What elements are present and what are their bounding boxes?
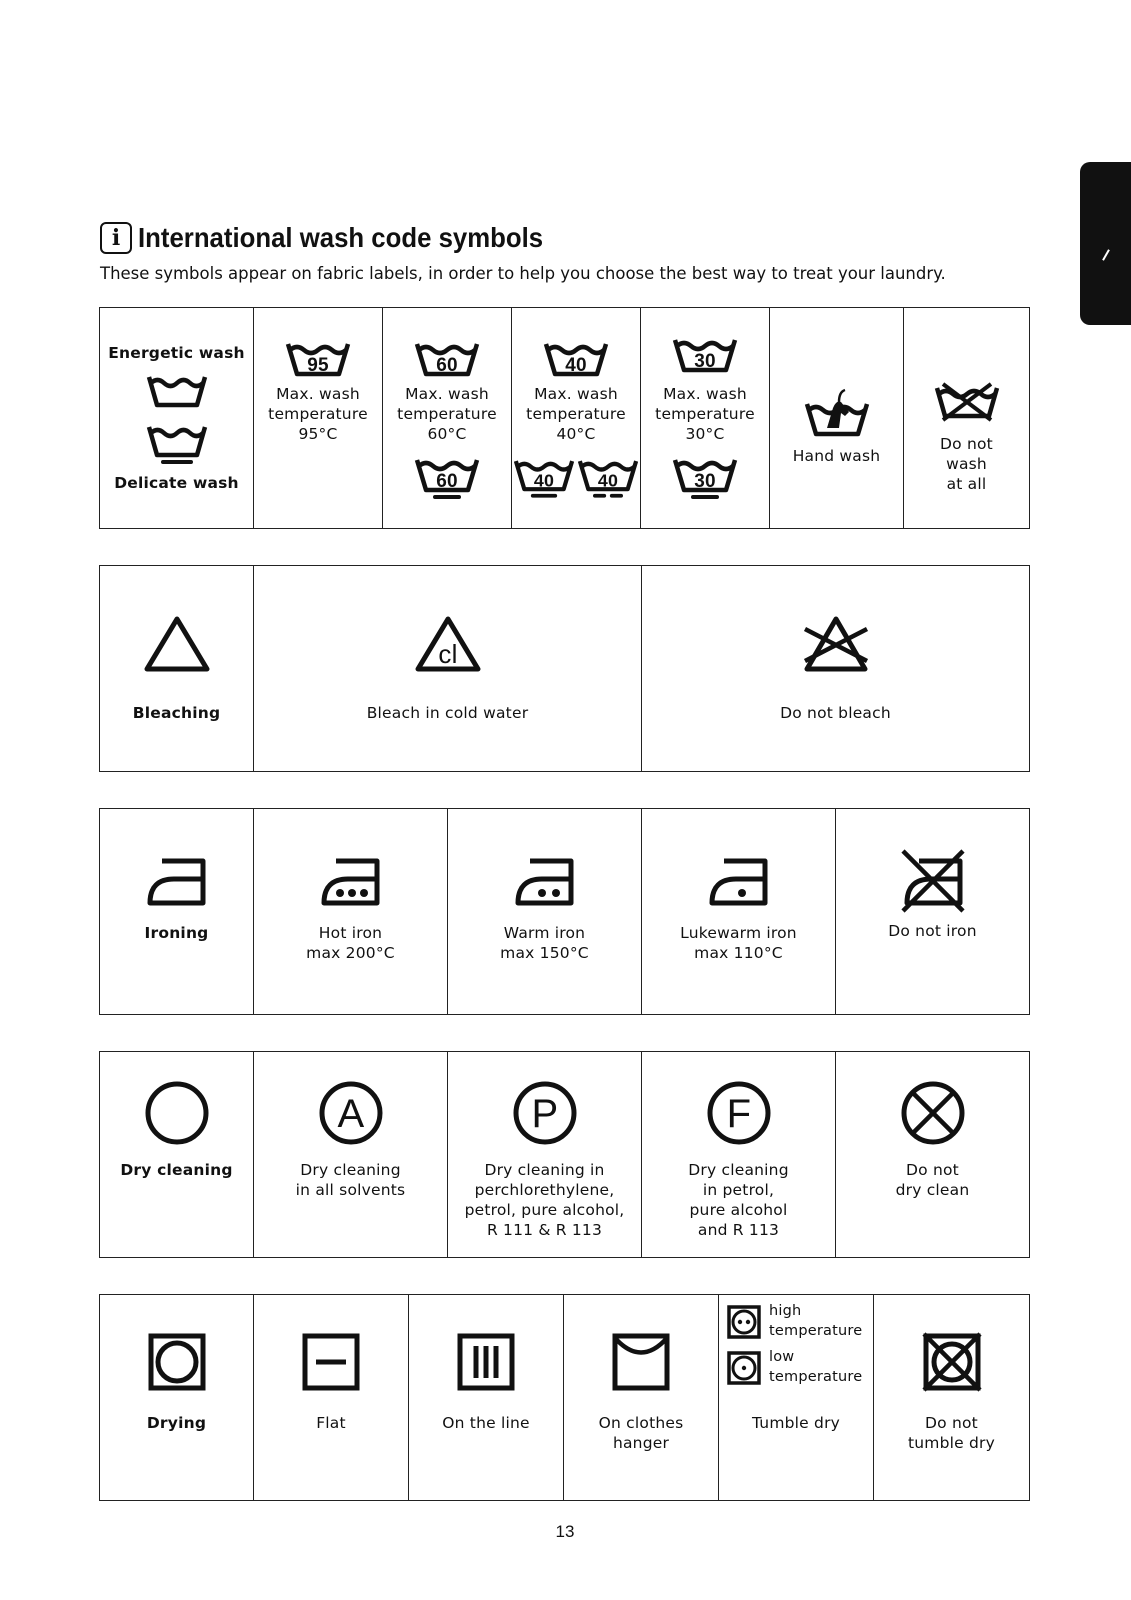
triangle-cl-icon [414, 615, 482, 673]
flat-label: Flat [316, 1414, 346, 1432]
wash-temp-30-delicate: 30 [694, 471, 716, 492]
wash-temp-95: 95 [307, 355, 329, 376]
warm-iron-label: Warm iron max 150°C [500, 924, 589, 962]
bleach-cold-label: Bleach in cold water [366, 703, 529, 722]
bleach-table [99, 565, 1030, 772]
dry-clean-letter-f: F [726, 1092, 751, 1136]
do-not-tumble-dry-icon [922, 1332, 982, 1392]
square-hanger-icon [612, 1333, 670, 1391]
tumble-high-label: high temperature [769, 1303, 863, 1339]
dry-clean-petrol-label: Dry cleaning in petrol, pure alcohol and R 113 [688, 1161, 789, 1239]
page-subtitle: These symbols appear on fabric labels, in order to help you choose the best way to treat your laundry. [100, 264, 946, 284]
tumble-legend [727, 1301, 862, 1393]
dry-flat-cell [254, 1295, 409, 1501]
tumble-dry-label: Tumble dry [751, 1414, 841, 1432]
hand-wash-icon [805, 386, 869, 438]
tumble-low-label: low temperature [769, 1349, 863, 1385]
circle-icon [144, 1080, 210, 1146]
iron-header-cell [100, 809, 254, 1015]
wash-tub-95-icon [286, 338, 350, 378]
max-95-label: Max. wash temperature 95°C [268, 385, 368, 443]
info-icon: i [100, 222, 132, 254]
do-not-iron-icon [899, 849, 967, 913]
wash-tub-icon [147, 371, 207, 409]
wash-tub-40-icon [544, 338, 608, 378]
drying-label: Drying [146, 1414, 207, 1432]
do-not-bleach-icon [801, 615, 871, 673]
dry-clean-letter-p: P [531, 1092, 558, 1136]
wash-tub-60-icon [415, 338, 479, 378]
bleaching-label: Bleaching [132, 703, 221, 722]
square-line-dry-icon [457, 1333, 515, 1391]
dry-clean-perc-label: Dry cleaning in perchlorethylene, petrol, pure alcohol, R 111 & R 113 [464, 1161, 625, 1239]
dry-clean-all-label: Dry cleaning in all solvents [295, 1161, 406, 1199]
wash-95-cell [254, 308, 383, 529]
wash-temp-40-wool: 40 [597, 470, 619, 491]
no-wash-cell [904, 308, 1030, 529]
wash-header-cell [100, 308, 254, 529]
wash-temp-60-delicate: 60 [436, 471, 458, 492]
wash-tub-40-delicate-icon [514, 454, 574, 500]
hand-wash-cell [770, 308, 904, 529]
do-not-dry-clean-icon [900, 1080, 966, 1146]
circle-p-icon [512, 1080, 578, 1146]
energetic-wash-label: Energetic wash [108, 344, 245, 362]
triangle-icon [143, 615, 211, 673]
hot-iron-label: Hot iron max 200°C [306, 924, 395, 962]
iron-one-dot-icon [708, 857, 770, 907]
iron-two-dots-icon [514, 857, 576, 907]
do-not-wash-label: Do not wash at all [940, 435, 993, 493]
no-tumble-dry-cell [874, 1295, 1030, 1501]
square-flat-icon [302, 1333, 360, 1391]
wash-tub-30-icon [673, 334, 737, 374]
dry-clean-letter-a: A [337, 1092, 364, 1136]
hand-wash-label: Hand wash [792, 447, 881, 465]
drying-header-cell [100, 1295, 254, 1501]
wash-temp-40: 40 [565, 355, 587, 376]
wash-temp-40-delicate: 40 [533, 470, 555, 491]
wash-tub-40-wool-icon [578, 454, 638, 500]
max-60-label: Max. wash temperature 60°C [397, 385, 497, 443]
wash-40-cell [512, 308, 641, 529]
iron-icon [146, 857, 208, 907]
dry-clean-f-cell [642, 1052, 836, 1258]
do-not-tumble-dry-label: Do not tumble dry [908, 1414, 995, 1452]
bleach-cl-text: cl [437, 638, 458, 669]
max-40-label: Max. wash temperature 40°C [526, 385, 626, 443]
no-dry-clean-cell [836, 1052, 1030, 1258]
dry-clean-header-cell [100, 1052, 254, 1258]
circle-a-icon [318, 1080, 384, 1146]
ironing-label: Ironing [144, 924, 209, 942]
page-number: 13 [555, 1522, 575, 1541]
tumble-low-icon [727, 1351, 761, 1385]
square-circle-icon [148, 1333, 206, 1391]
section-heading [100, 222, 578, 254]
lukewarm-iron-cell [642, 809, 836, 1015]
wash-30-cell [641, 308, 770, 529]
delicate-wash-label: Delicate wash [114, 474, 239, 492]
lukewarm-iron-label: Lukewarm iron max 110°C [680, 924, 797, 962]
do-not-dry-clean-label: Do not dry clean [895, 1161, 970, 1199]
dry-line-cell [409, 1295, 564, 1501]
page-title: International wash code symbols [138, 222, 544, 253]
on-clothes-hanger-label: On clothes hanger [598, 1414, 684, 1452]
hot-iron-cell [254, 809, 448, 1015]
no-bleach-cell [642, 566, 1030, 772]
tumble-dry-cell [719, 1295, 874, 1501]
no-iron-cell [836, 809, 1030, 1015]
wash-tub-60-delicate-icon [415, 454, 479, 500]
do-not-bleach-label: Do not bleach [780, 703, 891, 722]
tumble-high-icon [727, 1305, 761, 1339]
do-not-wash-icon [934, 382, 1000, 422]
bleach-header-cell [100, 566, 254, 772]
tumble-high-row [727, 1301, 862, 1341]
dry-clean-table [99, 1051, 1030, 1258]
wash-temp-30: 30 [694, 351, 716, 372]
wash-tub-30-delicate-icon [673, 454, 737, 500]
dry-clean-p-cell [448, 1052, 642, 1258]
warm-iron-cell [448, 809, 642, 1015]
iron-three-dots-icon [320, 857, 382, 907]
do-not-iron-label: Do not iron [888, 922, 977, 940]
wash-temp-60: 60 [436, 355, 458, 376]
tumble-low-row [727, 1347, 862, 1387]
wash-table [99, 307, 1030, 529]
drying-table [99, 1294, 1030, 1501]
side-tab-marker [1080, 162, 1131, 325]
wash-60-cell [383, 308, 512, 529]
dry-clean-a-cell [254, 1052, 448, 1258]
max-30-label: Max. wash temperature 30°C [655, 385, 755, 443]
on-the-line-label: On the line [442, 1414, 530, 1432]
wash-tub-bar-icon [147, 421, 207, 465]
side-tab-glyph [1102, 249, 1110, 260]
circle-f-icon [706, 1080, 772, 1146]
iron-table [99, 808, 1030, 1015]
dry-hanger-cell [564, 1295, 719, 1501]
bleach-cold-cell [254, 566, 642, 772]
dry-cleaning-label: Dry cleaning [120, 1161, 233, 1179]
